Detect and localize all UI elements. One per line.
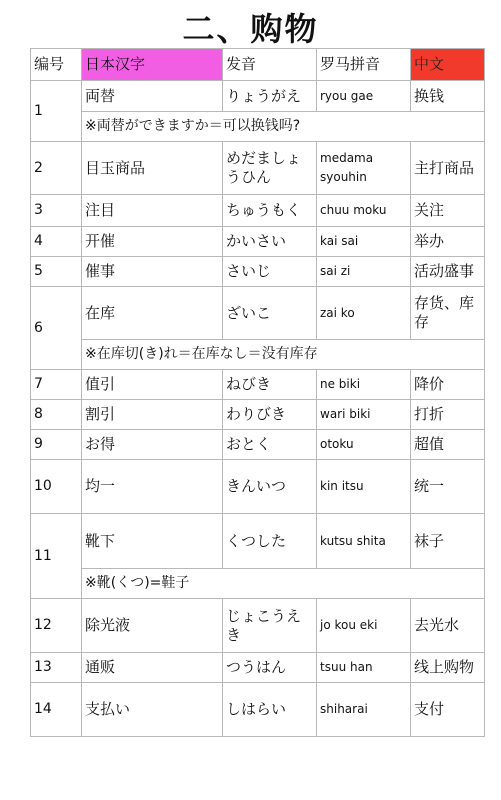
row-kanji: 催事 (82, 257, 223, 287)
row-chinese: 换钱 (411, 81, 485, 112)
row-num: 11 (31, 514, 82, 599)
row-romaji: kutsu shita (317, 514, 411, 569)
row-kanji: 目玉商品 (82, 142, 223, 195)
row-reading: つうはん (223, 653, 317, 683)
row-chinese: 打折 (411, 400, 485, 430)
row-num: 6 (31, 287, 82, 370)
row-romaji: sai zi (317, 257, 411, 287)
row-kanji: 开催 (82, 227, 223, 257)
row-kanji: 靴下 (82, 514, 223, 569)
row-chinese: 活动盛事 (411, 257, 485, 287)
row-reading: わりびき (223, 400, 317, 430)
row-romaji: medama syouhin (317, 142, 411, 195)
row-romaji: shiharai (317, 683, 411, 737)
table-row (31, 683, 485, 737)
row-chinese: 支付 (411, 683, 485, 737)
row-reading: じょこうえき (223, 599, 317, 653)
row-romaji: otoku (317, 430, 411, 460)
table-row (31, 257, 485, 287)
table-row (31, 460, 485, 514)
table-row (31, 81, 485, 112)
row-kanji: 注目 (82, 195, 223, 227)
row-num: 9 (31, 430, 82, 460)
header-num: 编号 (31, 49, 82, 81)
row-chinese: 统一 (411, 460, 485, 514)
row-reading: しはらい (223, 683, 317, 737)
row-kanji: 支払い (82, 683, 223, 737)
row-chinese: 举办 (411, 227, 485, 257)
table-row (31, 653, 485, 683)
row-romaji: kin itsu (317, 460, 411, 514)
row-chinese: 关注 (411, 195, 485, 227)
row-kanji: 両替 (82, 81, 223, 112)
row-num: 8 (31, 400, 82, 430)
table-note-row (31, 340, 485, 370)
row-kanji: 均一 (82, 460, 223, 514)
row-num: 5 (31, 257, 82, 287)
table-row (31, 195, 485, 227)
row-reading: めだましょうひん (223, 142, 317, 195)
row-chinese: 去光水 (411, 599, 485, 653)
row-num: 12 (31, 599, 82, 653)
header-reading: 发音 (223, 49, 317, 81)
row-romaji: tsuu han (317, 653, 411, 683)
row-kanji: 通贩 (82, 653, 223, 683)
row-kanji: 割引 (82, 400, 223, 430)
row-kanji: 值引 (82, 370, 223, 400)
row-reading: きんいつ (223, 460, 317, 514)
row-num: 13 (31, 653, 82, 683)
row-chinese: 主打商品 (411, 142, 485, 195)
row-chinese: 存货、库存 (411, 287, 485, 340)
table-row (31, 142, 485, 195)
row-chinese: 线上购物 (411, 653, 485, 683)
row-chinese: 降价 (411, 370, 485, 400)
table-row (31, 227, 485, 257)
row-reading: かいさい (223, 227, 317, 257)
row-reading: くつした (223, 514, 317, 569)
table-row (31, 430, 485, 460)
row-num: 10 (31, 460, 82, 514)
header-chinese: 中文 (411, 49, 485, 81)
page-title: 二、购物 (182, 10, 319, 48)
table-header-row (31, 49, 485, 81)
vocab-table-body (31, 49, 485, 737)
header-romaji: 罗马拼音 (317, 49, 411, 81)
row-kanji: お得 (82, 430, 223, 460)
row-romaji: chuu moku (317, 195, 411, 227)
row-kanji: 除光液 (82, 599, 223, 653)
row-num: 1 (31, 81, 82, 142)
row-num: 2 (31, 142, 82, 195)
row-note: ※両替ができますか＝可以换钱吗? (82, 112, 485, 142)
table-row (31, 370, 485, 400)
header-kanji: 日本汉字 (82, 49, 223, 81)
row-reading: ちゅうもく (223, 195, 317, 227)
row-chinese: 超值 (411, 430, 485, 460)
row-kanji: 在库 (82, 287, 223, 340)
table-note-row (31, 569, 485, 599)
row-num: 7 (31, 370, 82, 400)
row-num: 3 (31, 195, 82, 227)
table-row (31, 287, 485, 340)
table-row (31, 514, 485, 569)
table-note-row (31, 112, 485, 142)
table-row (31, 599, 485, 653)
row-note: ※在库切(き)れ＝在库なし＝没有库存 (82, 340, 485, 370)
row-reading: おとく (223, 430, 317, 460)
table-row (31, 400, 485, 430)
row-romaji: ryou gae (317, 81, 411, 112)
row-reading: ざいこ (223, 287, 317, 340)
row-num: 14 (31, 683, 82, 737)
row-romaji: wari biki (317, 400, 411, 430)
row-reading: りょうがえ (223, 81, 317, 112)
row-note: ※靴(くつ)=鞋子 (82, 569, 485, 599)
row-chinese: 袜子 (411, 514, 485, 569)
row-reading: さいじ (223, 257, 317, 287)
row-romaji: ne biki (317, 370, 411, 400)
row-romaji: zai ko (317, 287, 411, 340)
row-romaji: kai sai (317, 227, 411, 257)
vocab-table (30, 48, 485, 737)
row-romaji: jo kou eki (317, 599, 411, 653)
row-reading: ねびき (223, 370, 317, 400)
row-num: 4 (31, 227, 82, 257)
